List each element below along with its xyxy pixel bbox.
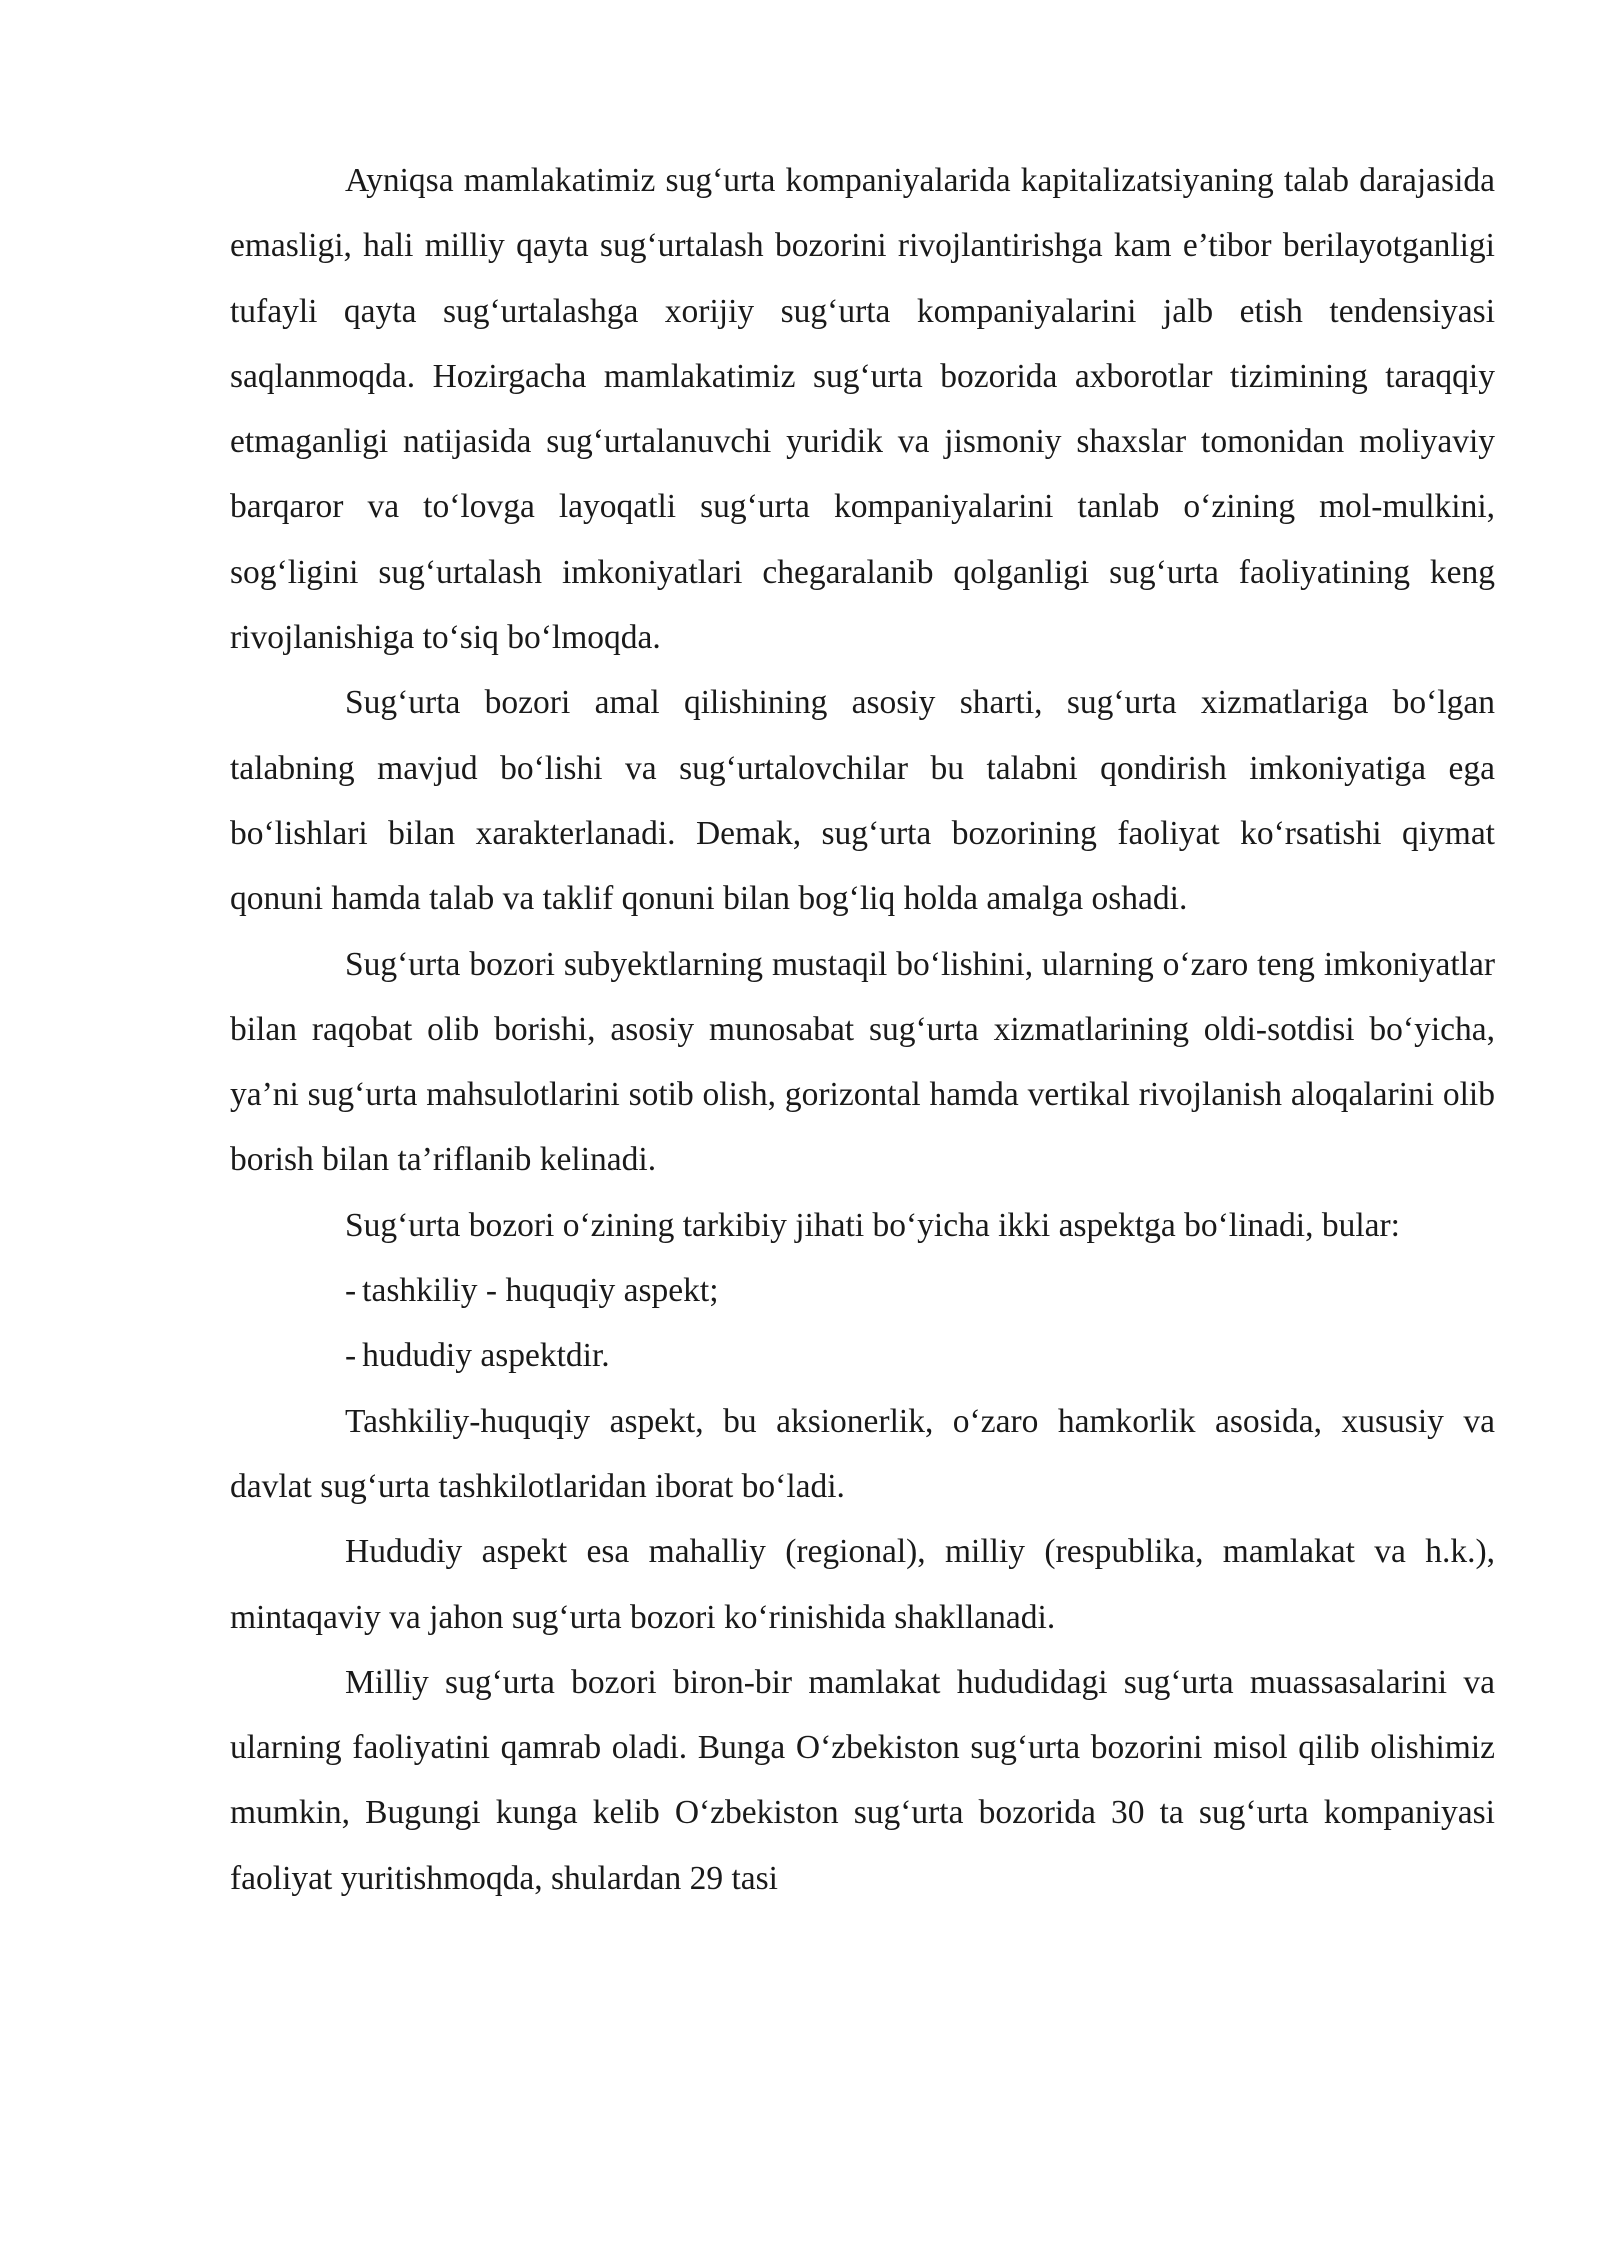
list-dash: - xyxy=(345,1272,357,1310)
list-item xyxy=(230,1258,1495,1323)
paragraph: Milliy sug‘urta bozori biron-bir mamlakat hududidagi sug‘urta muassasalarini va ularning faoliyatini qamrab oladi. Bunga O‘zbekiston sug‘urta bozorini misol qilib olishimiz mumkin, Bugungi kunga kelib O‘zbekiston sug‘urta bozorida 30 ta sug‘urta kompaniyasi faoliyat yuritishmoqda, shulardan 29 tasi xyxy=(230,1663,1495,1897)
paragraph: Ayniqsa mamlakatimiz sug‘urta kompaniyalarida kapitalizatsiyaning talab darajasida emasligi, hali milliy qayta sug‘urtalash bozorini rivojlantirishga kam e’tibor berilayotganligi tufayli qayta sug‘urtalashga xorijiy sug‘urta kompaniyalarini jalb etish tendensiyasi saqlanmoqda. Hozirgacha mamlakatimiz sug‘urta bozorida axborotlar tizimining taraqqiy etmaganligi natijasida sug‘urtalanuvchi yuridik va jismoniy shaxslar tomonidan moliyaviy barqaror va to‘lovga layoqatli sug‘urta kompaniyalarini tanlab o‘zining mol-mulkini, sog‘ligini sug‘urtalash imkoniyatlari chegaralanib qolganligi sug‘urta faoliyatining keng rivojlanishiga to‘siq bo‘lmoqda. xyxy=(230,162,1495,657)
list-dash: - xyxy=(345,1337,357,1375)
list-item-text: hududiy aspektdir. xyxy=(362,1337,610,1375)
list-item-text: tashkiliy - huquqiy aspekt; xyxy=(362,1272,719,1310)
paragraph: Sug‘urta bozori amal qilishining asosiy sharti, sug‘urta xizmatlariga bo‘lgan talabning mavjud bo‘lishi va sug‘urtalovchilar bu talabni qondirish imkoniyatiga ega bo‘lishlari bilan xarakterlanadi. Demak, sug‘urta bozorining faoliyat ko‘rsatishi qiymat qonuni hamda talab va taklif qonuni bilan bog‘liq holda amalga oshadi. xyxy=(230,684,1495,918)
paragraph: Sug‘urta bozori o‘zining tarkibiy jihati bo‘yicha ikki aspektga bo‘linadi, bular: xyxy=(345,1206,1400,1244)
list-item xyxy=(230,1323,1495,1388)
document-body xyxy=(230,148,1495,1911)
paragraph: Sug‘urta bozori subyektlarning mustaqil bo‘lishini, ularning o‘zaro teng imkoniyatlar bilan raqobat olib borishi, asosiy munosabat sug‘urta xizmatlarining oldi-sotdisi bo‘yicha, ya’ni sug‘urta mahsulotlarini sotib olish, gorizontal hamda vertikal rivojlanish aloqalarini olib borish bilan ta’riflanib kelinadi. xyxy=(230,945,1495,1179)
paragraph: Tashkiliy-huquqiy aspekt, bu aksionerlik, o‘zaro hamkorlik asosida, xususiy va davlat sug‘urta tashkilotlaridan iborat bo‘ladi. xyxy=(230,1402,1495,1505)
paragraph: Hududiy aspekt esa mahalliy (regional), milliy (respublika, mamlakat va h.k.), mintaqaviy va jahon sug‘urta bozori ko‘rinishida shakllanadi. xyxy=(230,1533,1495,1636)
